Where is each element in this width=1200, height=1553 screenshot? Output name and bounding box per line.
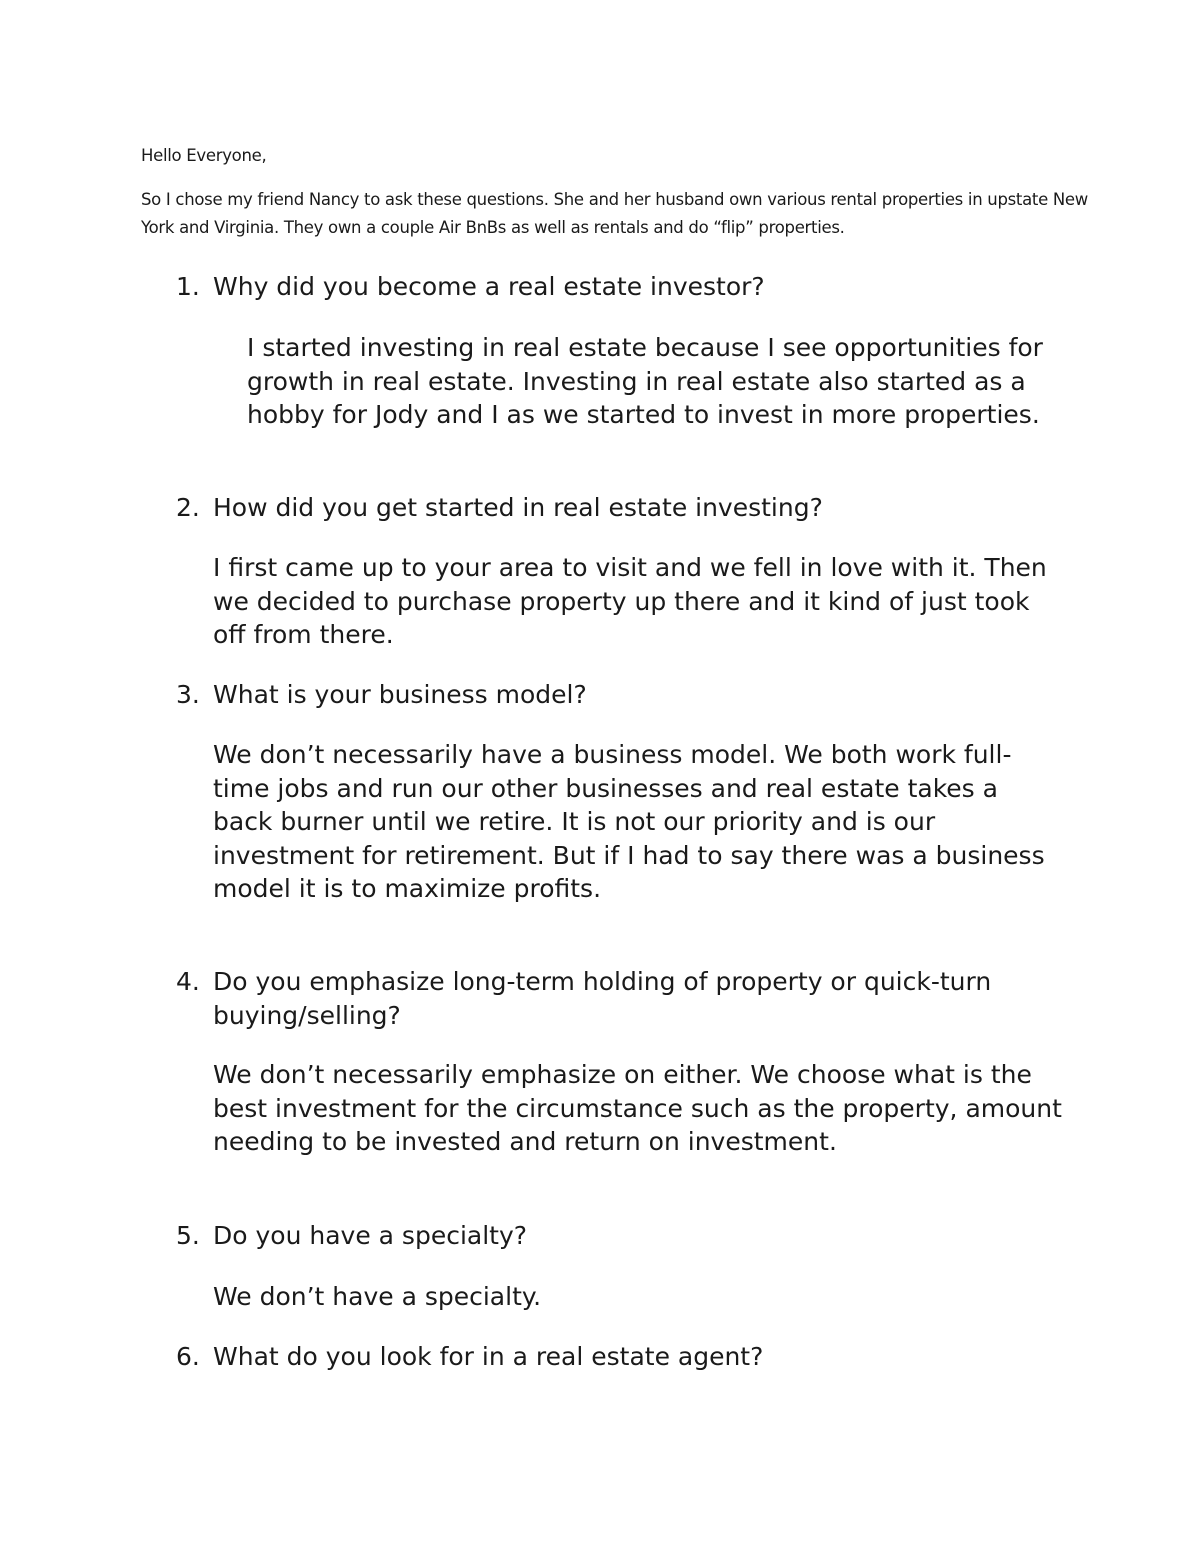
intro-paragraph: So I chose my friend Nancy to ask these questions. She and her husband own various rental properties in upstate New York and Virginia. They own a couple Air BnBs as well as rentals and do “flip” properties. <box>141 190 1088 237</box>
question-number: 6. <box>176 1342 200 1371</box>
question-number: 2. <box>176 493 200 522</box>
answer-2: I first came up to your area to visit and we fell in love with it. Then we decided to purchase property up there and it kind of just took off from there. <box>213 553 1047 649</box>
question-1 <box>176 270 1066 304</box>
question-number: 5. <box>176 1221 200 1250</box>
question-3 <box>176 678 1066 712</box>
question-text: What is your business model? <box>213 680 587 709</box>
answer-3: We don’t necessarily have a business model. We both work full-time jobs and run our other businesses and real estate takes a back burner until we retire. It is not our priority and is our investment for retirement. But if I had to say there was a business model it is to maximize profits. <box>213 740 1045 903</box>
question-6 <box>176 1340 1066 1374</box>
answer-4: We don’t necessarily emphasize on either. We choose what is the best investment for the circumstance such as the property, amount needing to be invested and return on investment. <box>213 1060 1062 1156</box>
question-number: 3. <box>176 680 200 709</box>
question-text: How did you get started in real estate investing? <box>213 493 823 522</box>
question-number: 4. <box>176 967 200 996</box>
answer-5: We don’t have a specialty. <box>213 1282 542 1311</box>
question-number: 1. <box>176 272 200 301</box>
question-4 <box>176 965 1066 1030</box>
question-text: Do you emphasize long-term holding of property or quick-turn buying/selling? <box>213 967 992 1030</box>
greeting: Hello Everyone, <box>141 146 267 165</box>
question-text: Do you have a specialty? <box>213 1221 528 1250</box>
question-5 <box>176 1219 1066 1253</box>
answer-1: I started investing in real estate because I see opportunities for growth in real estate. Investing in real estate also started as a hobby for Jody and I as we started to invest in more properties. <box>247 333 1043 429</box>
question-text: What do you look for in a real estate agent? <box>213 1342 764 1371</box>
question-text: Why did you become a real estate investor? <box>213 272 765 301</box>
question-2 <box>176 491 1066 525</box>
